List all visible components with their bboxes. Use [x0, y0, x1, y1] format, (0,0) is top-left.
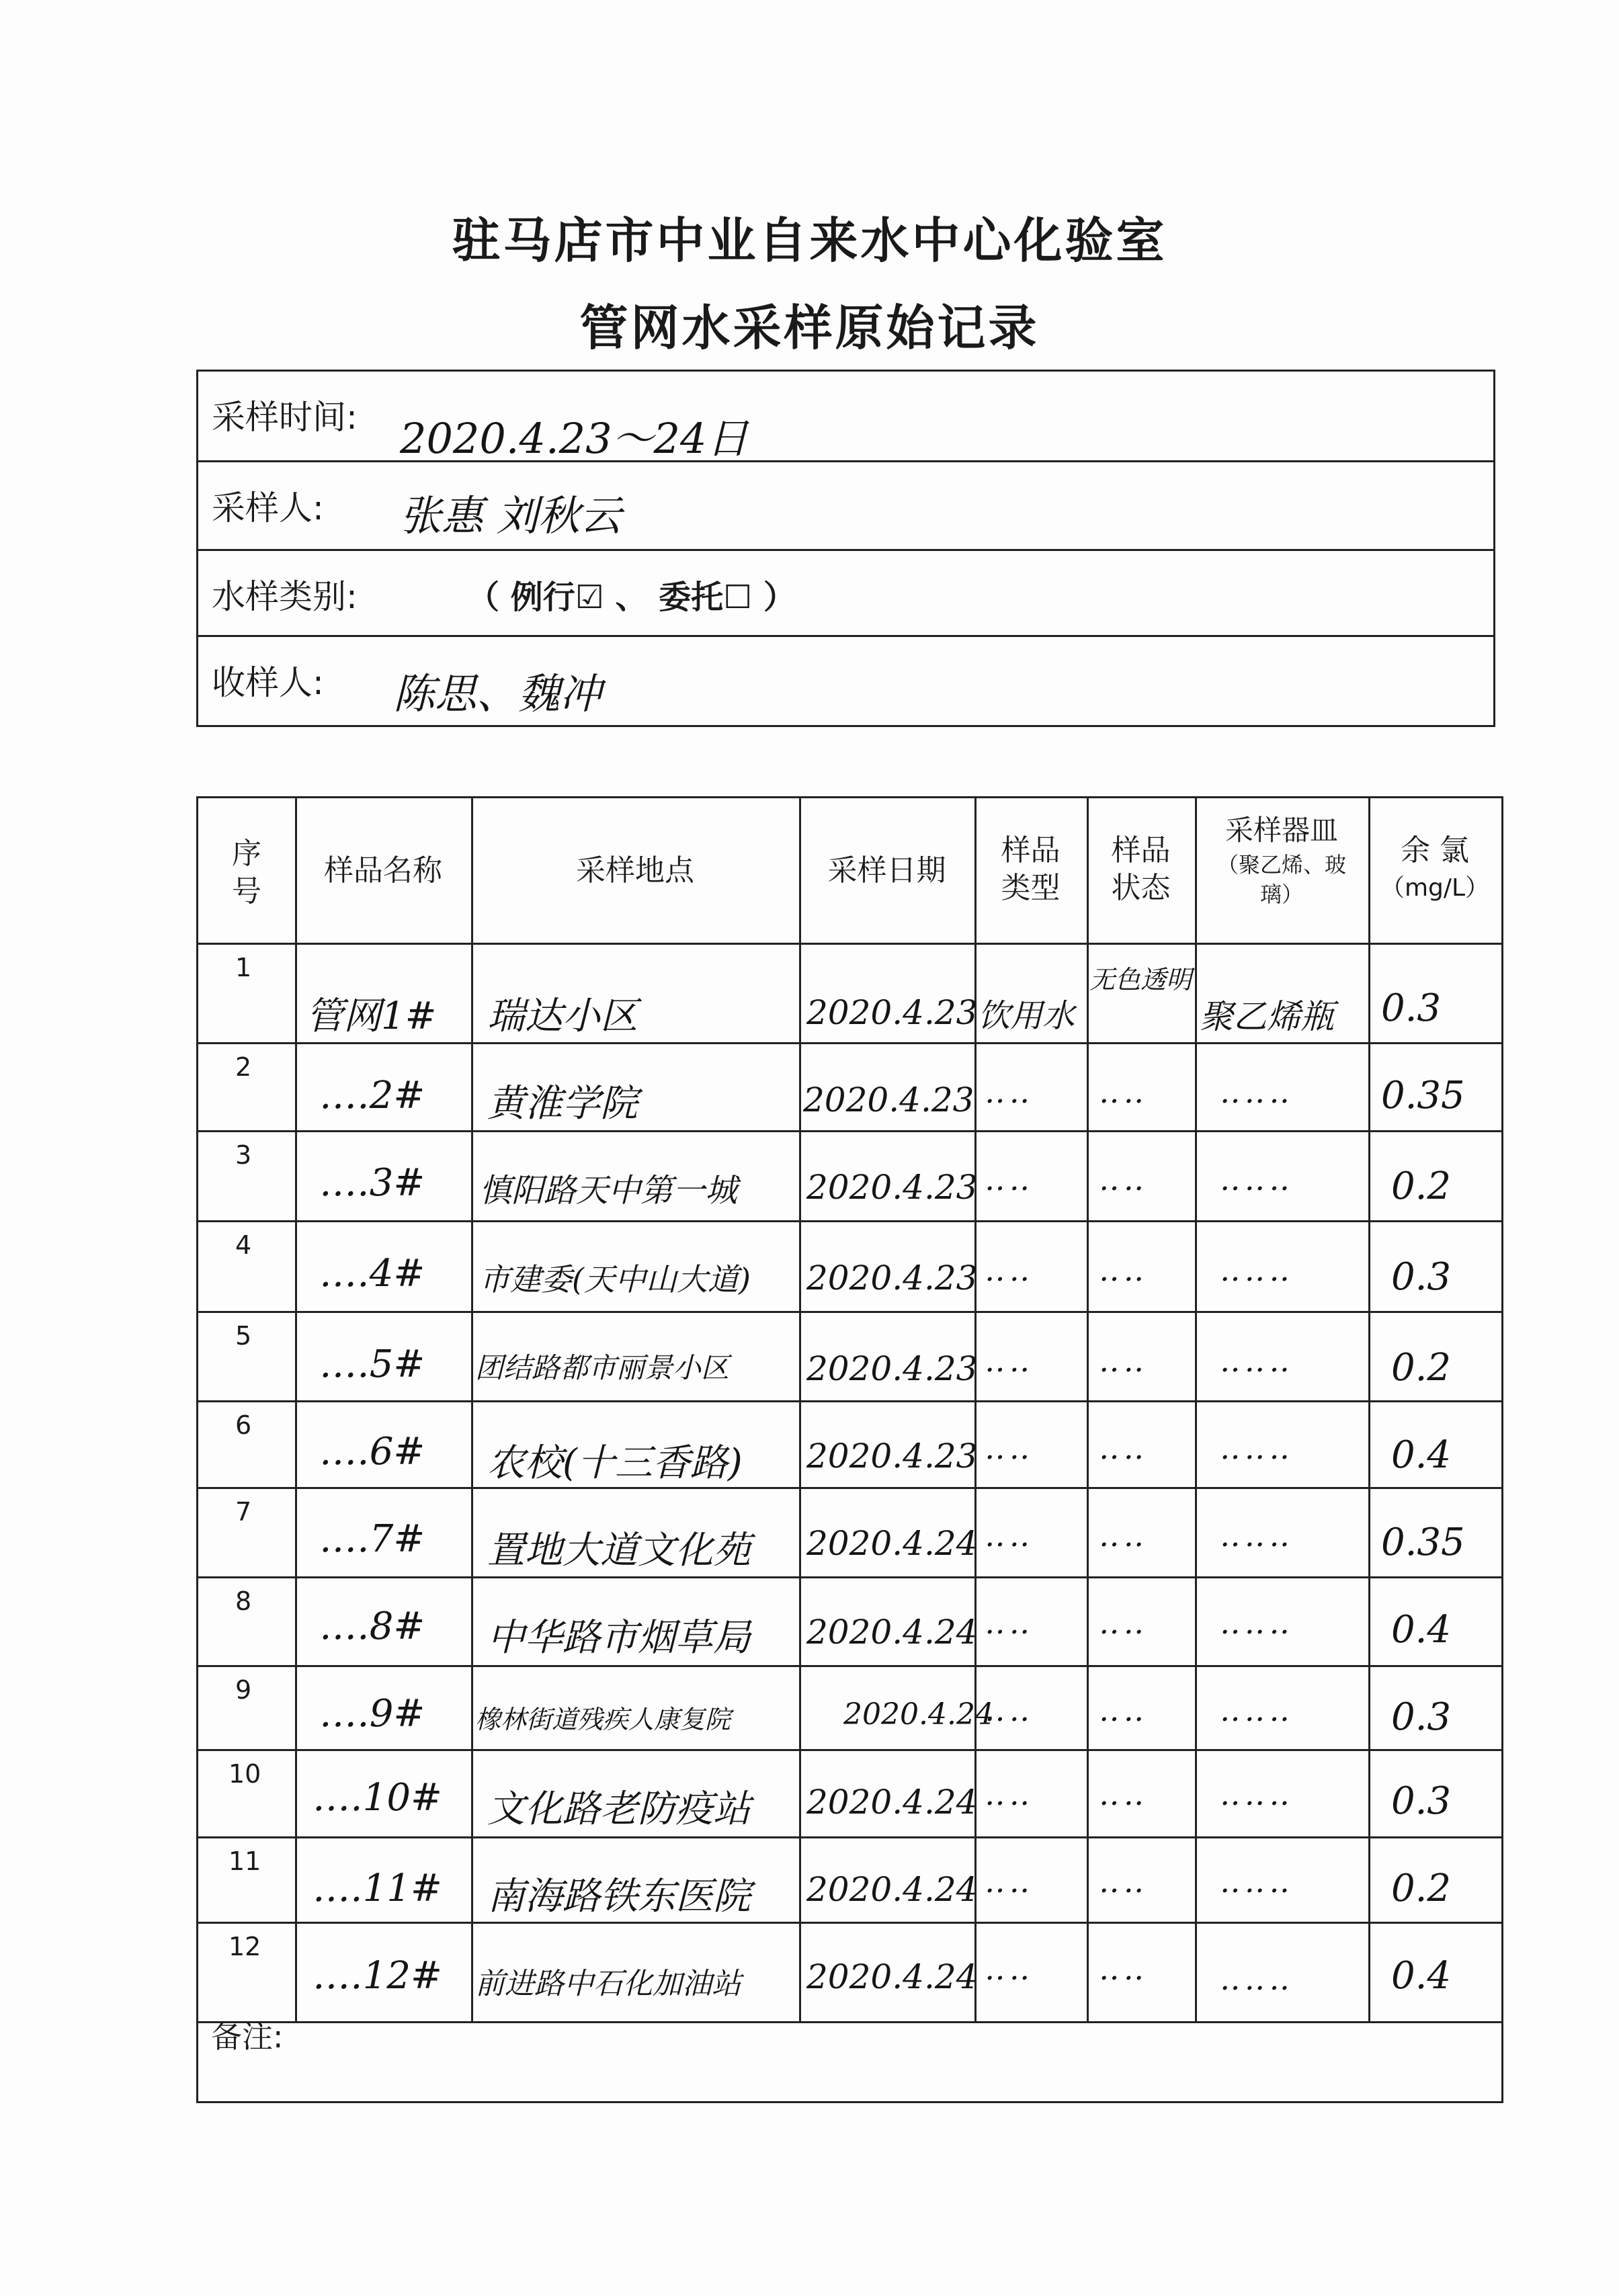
row-date: 2020.4.24 — [806, 1870, 978, 1909]
header-container: 采样器皿 （聚乙烯、玻 璃） — [1216, 814, 1346, 907]
row-chlorine: 0.3 — [1381, 986, 1442, 1030]
row-chlorine: 0.2 — [1391, 1346, 1452, 1390]
header-sample-type: 样品 类型 — [1001, 833, 1061, 905]
row-seq: 4 — [235, 1230, 252, 1260]
row-sample-name: ‥‥5# — [319, 1343, 425, 1386]
header-sample-name: 样品名称 — [324, 853, 442, 888]
row-sample-type: ‥‥ — [985, 1161, 1034, 1197]
row-sample-state: ‥‥ — [1099, 1252, 1149, 1288]
row-sample-name: ‥‥4# — [319, 1252, 425, 1295]
row-container: 聚乙烯瓶 — [1200, 997, 1334, 1036]
row-container: ‥‥‥ — [1220, 1161, 1294, 1197]
row-location: 瑞达小区 — [487, 994, 638, 1038]
sampler-value: 张惠 刘秋云 — [400, 491, 622, 540]
sampling-time-row — [198, 372, 1493, 462]
sampler-label: 采样人: — [212, 488, 324, 527]
row-sample-name: ‥‥11# — [313, 1867, 442, 1910]
row-seq: 7 — [235, 1497, 252, 1527]
row-sample-type: ‥‥ — [985, 1074, 1034, 1110]
row-location: 团结路都市丽景小区 — [475, 1351, 730, 1384]
row-container: ‥‥‥ — [1220, 1517, 1294, 1554]
row-date: 2020.4.24 — [843, 1697, 994, 1732]
sampling-time-label: 采样时间: — [212, 398, 358, 437]
row-seq: 10 — [229, 1759, 261, 1789]
water-type-row — [198, 551, 1493, 637]
row-container: ‥‥‥ — [1220, 1252, 1294, 1288]
receiver-row — [198, 637, 1493, 727]
row-location: 置地大道文化苑 — [487, 1529, 751, 1572]
row-sample-type: 饮用水 — [978, 997, 1075, 1035]
row-seq: 5 — [235, 1321, 252, 1351]
row-sample-state: ‥‥ — [1099, 1951, 1149, 1987]
row-date: 2020.4.24 — [806, 1957, 978, 1996]
sample-record-table — [196, 796, 1503, 2103]
row-location: 前进路中石化加油站 — [475, 1967, 741, 2001]
water-type-value: （ 例行☑ 、 委托☐ ） — [467, 579, 796, 616]
row-seq: 11 — [229, 1846, 261, 1876]
row-sample-state: ‥‥ — [1099, 1692, 1149, 1728]
header-seq: 序 号 — [232, 837, 261, 908]
row-sample-name: ‥‥2# — [319, 1074, 425, 1117]
row-seq: 12 — [229, 1932, 261, 1961]
header-chlorine: 余 氯 （mg/L） — [1380, 833, 1490, 902]
row-sample-name: ‥‥3# — [319, 1161, 425, 1205]
row-sample-state: ‥‥ — [1099, 1074, 1149, 1110]
row-seq: 6 — [235, 1410, 252, 1440]
row-sample-state: ‥‥ — [1099, 1161, 1149, 1197]
row-container: ‥‥‥ — [1220, 1430, 1294, 1466]
row-chlorine: 0.35 — [1381, 1521, 1465, 1564]
row-location: 黄淮学院 — [487, 1082, 638, 1125]
row-location: 慎阳路天中第一城 — [479, 1172, 738, 1209]
row-location: 中华路市烟草局 — [487, 1616, 751, 1660]
row-date: 2020.4.23 — [806, 993, 978, 1032]
row-sample-type: ‥‥ — [985, 1343, 1034, 1379]
row-chlorine: 0.3 — [1391, 1779, 1452, 1823]
sampler-row — [198, 462, 1493, 551]
receiver-value: 陈思、魏冲 — [393, 669, 602, 718]
row-sample-name: ‥‥10# — [313, 1776, 442, 1820]
row-date: 2020.4.24 — [806, 1783, 978, 1822]
row-sample-state: ‥‥ — [1099, 1863, 1149, 1900]
row-sample-type: ‥‥ — [985, 1776, 1034, 1812]
row-date: 2020.4.23 — [806, 1437, 978, 1476]
row-chlorine: 0.4 — [1391, 1608, 1452, 1652]
row-sample-state: ‥‥ — [1099, 1517, 1149, 1554]
row-chlorine: 0.2 — [1391, 1867, 1452, 1910]
row-sample-state: ‥‥ — [1099, 1605, 1149, 1641]
sampling-info-box — [196, 370, 1495, 727]
row-sample-state: 无色透明 — [1089, 965, 1192, 994]
row-sample-state: ‥‥ — [1099, 1343, 1149, 1379]
row-chlorine: 0.35 — [1381, 1074, 1465, 1117]
row-container: ‥‥‥ — [1220, 1961, 1294, 1997]
row-location: 南海路铁东医院 — [487, 1875, 751, 1918]
row-location: 橡林街道残疾人康复院 — [475, 1705, 731, 1734]
row-sample-name: ‥‥8# — [319, 1605, 425, 1648]
row-chlorine: 0.4 — [1391, 1433, 1452, 1477]
row-container: ‥‥‥ — [1220, 1692, 1294, 1728]
row-seq: 2 — [235, 1052, 252, 1082]
row-chlorine: 0.3 — [1391, 1695, 1452, 1739]
row-sample-name: ‥‥6# — [319, 1430, 425, 1474]
row-container: ‥‥‥ — [1220, 1605, 1294, 1641]
row-seq: 8 — [235, 1586, 252, 1616]
row-location: 农校(十三香路) — [487, 1441, 743, 1485]
receiver-label: 收样人: — [212, 663, 324, 702]
header-date: 采样日期 — [827, 853, 946, 888]
row-chlorine: 0.4 — [1391, 1954, 1452, 1998]
water-type-label: 水样类别: — [212, 577, 358, 616]
row-sample-state: ‥‥ — [1099, 1430, 1149, 1466]
row-sample-name: 管网1# — [306, 994, 437, 1038]
row-date: 2020.4.23 — [806, 1168, 978, 1207]
row-chlorine: 0.3 — [1391, 1255, 1452, 1299]
row-date: 2020.4.23 — [803, 1080, 974, 1119]
row-date: 2020.4.23 — [806, 1349, 978, 1388]
row-sample-type: ‥‥ — [985, 1692, 1034, 1728]
row-container: ‥‥‥ — [1220, 1776, 1294, 1812]
row-sample-name: ‥‥7# — [319, 1517, 425, 1561]
row-sample-type: ‥‥ — [985, 1430, 1034, 1466]
row-date: 2020.4.24 — [806, 1524, 978, 1563]
form-title-record: 管网水采样原始记录 — [579, 300, 1040, 356]
row-seq: 9 — [235, 1675, 252, 1705]
row-sample-type: ‥‥ — [985, 1517, 1034, 1554]
row-seq: 1 — [235, 953, 252, 982]
header-sample-state: 样品 状态 — [1111, 833, 1171, 905]
row-date: 2020.4.24 — [806, 1613, 978, 1652]
row-sample-type: ‥‥ — [985, 1605, 1034, 1641]
remark-label: 备注: — [211, 2018, 284, 2055]
row-sample-type: ‥‥ — [985, 1252, 1034, 1288]
row-sample-type: ‥‥ — [985, 1863, 1034, 1900]
row-location: 市建委(天中山大道) — [479, 1261, 751, 1298]
row-location: 文化路老防疫站 — [487, 1787, 751, 1831]
row-chlorine: 0.2 — [1391, 1164, 1452, 1208]
row-container: ‥‥‥ — [1220, 1074, 1294, 1110]
row-container: ‥‥‥ — [1220, 1343, 1294, 1379]
header-location: 采样地点 — [576, 853, 694, 888]
form-title-org: 驻马店市中业自来水中心化验室 — [452, 212, 1167, 269]
row-container: ‥‥‥ — [1220, 1863, 1294, 1900]
row-seq: 3 — [235, 1140, 252, 1170]
row-sample-name: ‥‥9# — [319, 1692, 425, 1736]
row-date: 2020.4.23 — [806, 1259, 978, 1298]
row-sample-type: ‥‥ — [985, 1951, 1034, 1987]
row-sample-state: ‥‥ — [1099, 1776, 1149, 1812]
sampling-time-value: 2020.4.23～24日 — [400, 414, 749, 463]
row-sample-name: ‥‥12# — [313, 1954, 442, 1998]
